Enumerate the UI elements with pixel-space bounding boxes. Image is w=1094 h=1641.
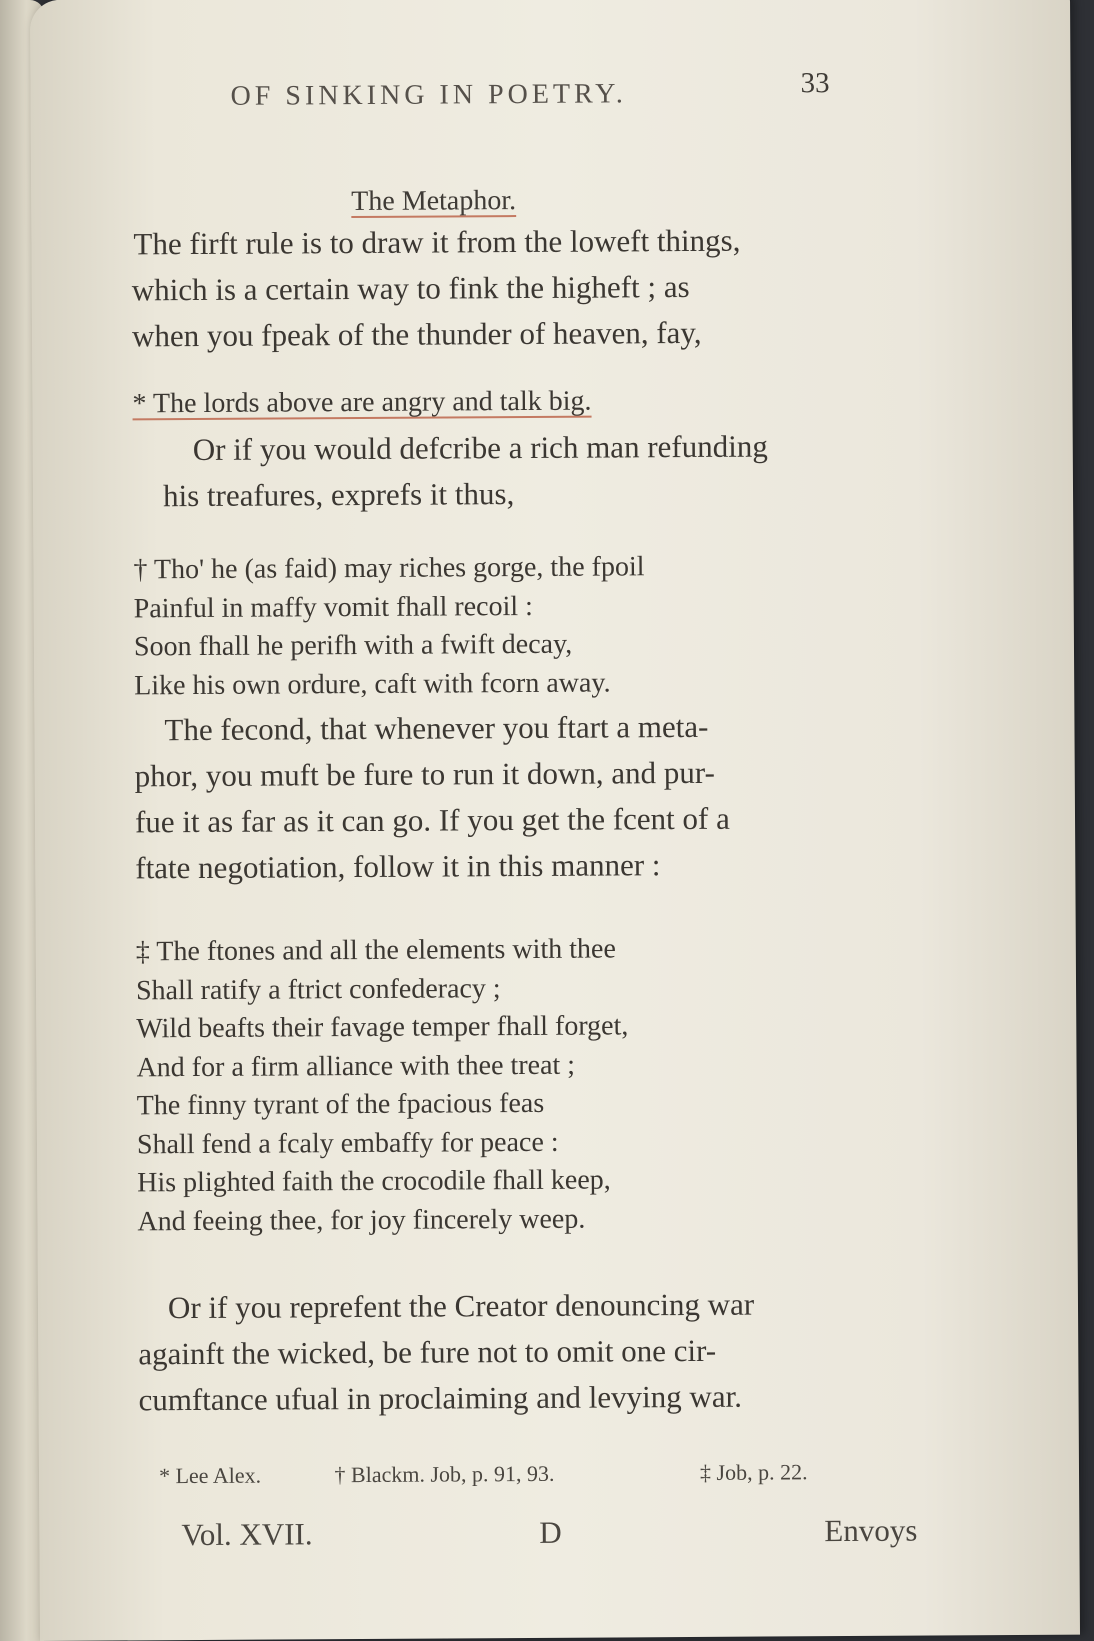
paragraph-line: The fecond, that whenever you ftart a meta- [164,708,709,748]
volume-label: Vol. XVII. [181,1516,313,1553]
quote-line: And feeing thee, for joy fincerely weep. [137,1203,586,1237]
paragraph-line: when you fpeak of the thunder of heaven, fay, [131,314,702,354]
footnotes [159,1459,899,1490]
quote-stones-elements [136,929,898,1242]
paragraph-line: which is a certain way to fink the higheft ; as [131,268,690,308]
catchword: Envoys [824,1512,918,1549]
quote-line: * The lords above are angry and talk big. [132,385,592,420]
running-head: OF SINKING IN POETRY. [230,78,627,112]
paragraph-line: The firft rule is to draw it from the loweft things, [133,222,741,262]
paragraph-line: Or if you would defcribe a rich man refunding [192,428,768,468]
paragraph-line: cumftance ufual in proclaiming and levying war. [138,1378,743,1418]
quote-line: ‡ The ftones and all the elements with thee [135,933,616,968]
paragraph-line: Or if you reprefent the Creator denouncing war [167,1286,755,1326]
paragraph-line: againft the wicked, be fure not to omit one cir- [138,1332,717,1372]
paragraph-line: his treafures, exprefs it thus, [162,476,515,514]
quote-line: Shall ratify a ftrict confederacy ; [135,972,501,1006]
quote-line: Painful in maffy vomit fhall recoil : [133,590,533,624]
quote-line: And for a firm alliance with thee treat ; [136,1049,576,1083]
quote-line: The finny tyrant of the fpacious feas [136,1087,545,1122]
quote-line: Shall fend a fcaly embaffy for peace : [136,1126,559,1160]
quote-line: His plighted faith the crocodile fhall keep, [137,1164,611,1199]
section-title: The Metaphor. [351,185,517,218]
quote-line: Like his own ordure, caft with fcorn away. [134,666,611,701]
footnote-blackmore: † Blackm. Job, p. 91, 93. [334,1460,555,1488]
paragraph-creator-war [138,1281,899,1424]
paragraph-line: fue it as far as it can go. If you get the fcent of a [134,800,730,840]
quote-lords-above [132,381,892,424]
quote-riches-gorge [133,547,894,706]
paragraph-rich-man [133,423,894,520]
quote-line: Soon fhall he perifh with a fwift decay, [133,628,573,663]
paragraph-line: ftate negotiation, follow it in this manner : [135,847,661,886]
signature-line [169,1512,929,1553]
quote-line: † Tho' he (as faid) may riches gorge, the fpoil [133,551,645,586]
footnote-lee: * Lee Alex. [158,1462,262,1489]
page-number: 33 [800,67,830,100]
footnote-job: ‡ Job, p. 22. [699,1459,808,1485]
book-page [30,0,1080,1641]
paragraph-first-rule [131,217,892,360]
paragraph-second-rule [134,703,895,892]
signature-mark: D [539,1514,562,1550]
paragraph-line: phor, you muft be fure to run it down, and pur- [134,754,715,794]
quote-line: Wild beafts their favage temper fhall forget, [136,1010,629,1045]
